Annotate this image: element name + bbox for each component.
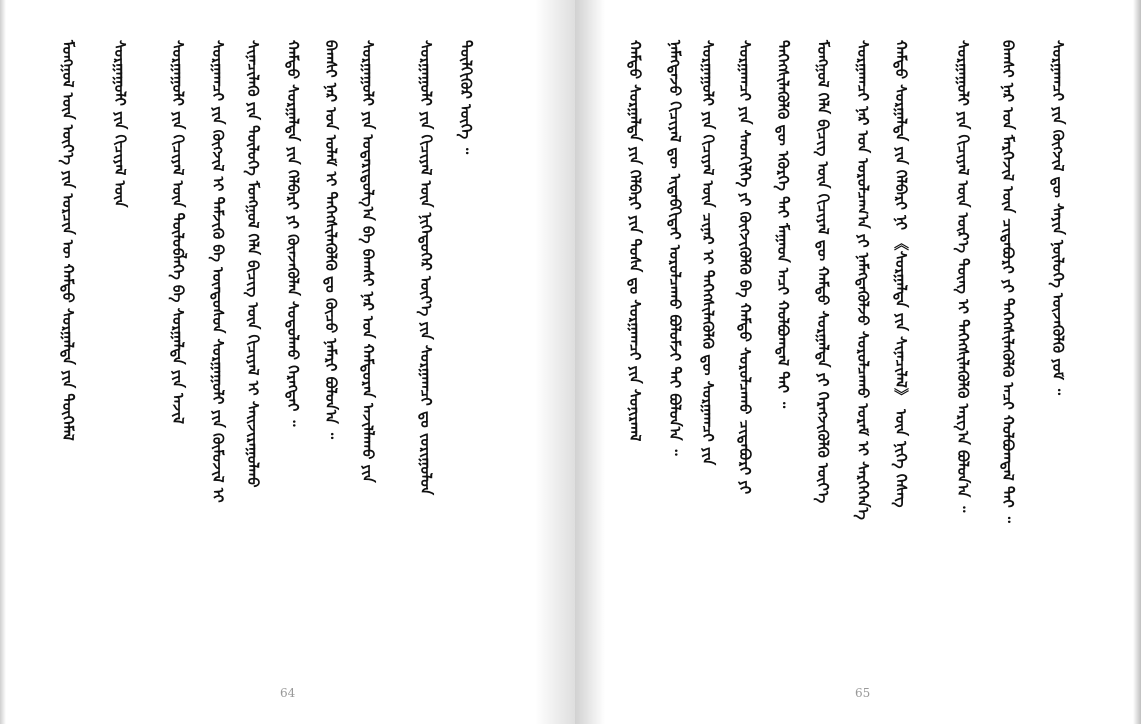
text-line: ᠰᠢᠨᠡᠴᠢᠯᠡᠬᠦ ᠶᠢᠨ ᠲᠥᠯᠥᠭᠡ ᠮᠣᠩᠭᠣᠯ ᠬᠡᠯᠡ ᠪᠢᠴᠢᠭ ᠦᠨ ᠬᠢᠴᠢᠶᠡᠯ ᠢ ᠰᠠᠢᠵᠢᠷᠠᠭᠤᠯᠬᠤ (244, 40, 262, 488)
text-line: ᠰᠤᠷᠭᠠᠭᠤᠯᠢ ᠶᠢᠨ ᠬᠢᠴᠢᠶᠡᠯ ᠦᠨ ᠦᠷ᠎ᠡ ᠳᠦᠩ ᠢ ᠳᠡᠭᠡᠭᠰᠢᠯᠡᠭᠦᠯᠬᠦ ᠠᠷᠭ᠎ᠠ ᠪᠣᠯᠤᠨ᠎ᠠ ᠃ (954, 40, 972, 513)
text-line: ᠬᠠᠮᠲᠤ ᠰᠤᠷᠭᠠᠯᠲᠠ ᠶᠢᠨ ᠬᠡᠯᠪᠡᠷᠢ ᠨᠢ 《ᠰᠤᠷᠭᠠᠯᠲᠠ ᠶᠢᠨ ᠰᠢᠨᠡᠴᠢᠯᠡᠯ》 ᠦᠨ ᠨᠢᠭᠡ ᠬᠡᠰᠡᠭ (892, 40, 910, 508)
text-line: ᠰᠤᠷᠭᠠᠭᠤᠯᠢ ᠶᠢᠨ ᠬᠢᠴᠢᠶᠡᠯ ᠦᠨ ᠴᠢᠨᠠᠷ ᠢ ᠳᠡᠭᠡᠭᠰᠢᠯᠡᠭᠦᠯᠬᠦ ᠳᠦ ᠰᠤᠷᠭᠠᠭᠴᠢ ᠶᠢᠨ (699, 40, 717, 466)
text-line: ᠰᠤᠷᠭᠠᠭᠤᠯᠢ ᠶᠢᠨ ᠬᠢᠴᠢᠶᠡᠯ ᠦᠨ ᠲᠥᠯᠥᠪᠯᠡᠭᠡ ᠪᠠ ᠰᠤᠷᠭᠠᠯᠲᠠ ᠶᠢᠨ ᠠᠵᠢᠯ (169, 40, 187, 425)
text-line: ᠰᠤᠷᠭᠠᠭᠴᠢ ᠶᠢᠨ ᠬᠥᠭᠵᠢᠯ ᠳᠦ ᠰᠠᠶᠢᠨ ᠨᠥᠯᠥᠭᠡ ᠦᠵᠡᠭᠦᠯᠬᠦ ᠶᠤᠮ ᠃ (1049, 40, 1067, 396)
text-line: ᠮᠣᠩᠭᠣᠯ ᠬᠡᠯᠡ ᠪᠢᠴᠢᠭ ᠦᠨ ᠬᠢᠴᠢᠶᠡᠯ ᠳᠦ ᠬᠠᠮᠲᠤ ᠰᠤᠷᠭᠠᠯᠲᠠ ᠶᠢ ᠬᠡᠷᠡᠭᠵᠢᠭᠦᠯᠬᠦ ᠦᠶ᠎ᠡ (814, 40, 832, 504)
text-line: ᠰᠤᠷᠭᠠᠭᠤᠯᠢ ᠶᠢᠨ ᠤᠳᠠᠷᠢᠳᠤᠯᠭ᠎ᠠ ᠪᠠ ᠪᠠᠭᠰᠢ ᠨᠠᠷ ᠤᠨ ᠬᠠᠮᠲᠤᠷᠠᠨ ᠠᠵᠢᠯᠯᠠᠬᠤ ᠶᠢᠨ (359, 40, 377, 483)
text-line: ᠰᠤᠷᠭᠠᠭᠴᠢ ᠶᠢᠨ ᠬᠥᠭᠵᠢᠯ ᠢ ᠳᠡᠮᠵᠢᠬᠦ ᠪᠠ ᠦᠨᠳᠦᠰᠦᠨ ᠰᠤᠷᠭᠠᠭᠤᠯᠢ ᠶᠢᠨ ᠬᠦᠮᠦᠵᠢᠯ ᠢ (209, 40, 227, 503)
left-gutter-shadow (535, 0, 575, 724)
right-page-edge (1133, 0, 1141, 724)
page-number: 65 (855, 686, 871, 700)
text-line: ᠪᠠᠭᠰᠢ ᠨᠠᠷ ᠤᠨ ᠮᠡᠷᠭᠡᠵᠢᠯ ᠦᠨ ᠴᠢᠳᠠᠪᠤᠷᠢ ᠶᠢ ᠳᠡᠭᠡᠭᠰᠢᠯᠡᠭᠦᠯᠬᠦ ᠠᠴᠢ ᠬᠣᠯᠪᠣᠭᠳᠠᠯ ᠲᠠᠢ ᠃ (999, 40, 1017, 523)
text-line: ᠰᠤᠷᠭᠠᠭᠴᠢ ᠶᠢᠨ ᠰᠡᠳᠬᠢᠯᠭᠡ ᠶᠢ ᠬᠥᠭᠵᠢᠭᠦᠯᠬᠦ ᠪᠠ ᠬᠠᠮᠲᠤ ᠰᠤᠷᠤᠯᠴᠠᠬᠤ ᠴᠢᠳᠠᠪᠤᠷᠢ ᠶᠢ (736, 40, 754, 495)
text-line: ᠬᠠᠮᠲᠤ ᠰᠤᠷᠭᠠᠯᠲᠠ ᠶᠢᠨ ᠬᠡᠯᠪᠡᠷᠢ ᠶᠢ ᠭᠦᠨᠵᠡᠭᠦᠯᠡᠨ ᠰᠤᠳᠤᠯᠬᠤ ᠬᠡᠷᠡᠭᠲᠡᠶ ᠃ (284, 40, 302, 427)
right-gutter-shadow (575, 0, 605, 724)
text-line: ᠪᠠᠭᠰᠢ ᠨᠠᠷ ᠤᠨ ᠤᠯᠠᠮ ᠢ ᠳᠡᠭᠡᠭᠰᠢᠯᠡᠭᠦᠯᠬᠦ ᠳᠤ ᠬᠦᠴᠦ ᠨᠡᠮᠡᠷᠢ ᠪᠣᠯᠤᠨ᠎ᠠ ᠃ (322, 40, 340, 439)
page-number: 64 (280, 686, 296, 700)
text-line: ᠬᠠᠮᠲᠤ ᠰᠤᠷᠭᠠᠯᠲᠠ ᠶᠢᠨ ᠬᠡᠯᠪᠡᠷᠢ ᠶᠢᠨ ᠲᠤᠰᠠ ᠳᠤ ᠰᠤᠷᠭᠠᠭᠴᠢ ᠶᠢᠨ ᠰᠣᠨᠢᠷᠬᠠᠯ (626, 40, 644, 442)
text-line: ᠨᠡᠮᠡᠭᠳᠡᠵᠦ ᠬᠢᠴᠢᠶᠡᠯ ᠳᠦ ᠢᠳᠡᠪᠬᠢᠲᠡᠢ ᠣᠷᠣᠯᠴᠠᠬᠤ ᠪᠣᠯᠣᠮᠵᠢ ᠲᠠᠢ ᠪᠣᠯᠤᠨ᠎ᠠ ᠃ (666, 40, 684, 456)
text-line: ᠰᠤᠷᠭᠠᠭᠤᠯᠢ ᠶᠢᠨ ᠬᠢᠴᠢᠶᠡᠯ ᠦᠨ (111, 40, 129, 208)
text-line: ᠲᠦᠯᠬᠢᠭᠦᠷ ᠦᠭᠡ ᠃ (457, 40, 475, 155)
text-line: ᠰᠤᠷᠭᠠᠭᠤᠯᠢ ᠶᠢᠨ ᠬᠢᠴᠢᠶᠡᠯ ᠦᠨ ᠨᠢᠭᠡᠳᠦᠭᠡᠷ ᠦᠶ᠎ᠡ ᠶᠢᠨ ᠰᠤᠷᠭᠠᠭᠴᠢ ᠳᠤ ᠵᠣᠷᠢᠭᠤᠯᠤᠨ (417, 40, 435, 496)
text-line: ᠮᠣᠩᠭᠣᠯ ᠦᠨ ᠦᠶ᠎ᠡ ᠶᠢᠨ ᠣᠷᠴᠢᠨ ᠦ ᠬᠠᠮᠲᠤ ᠰᠤᠷᠭᠠᠯᠲᠠ ᠶᠢᠨ ᠲᠦᠭᠡᠮᠡᠯ (59, 40, 77, 441)
left-page-edge (0, 0, 6, 724)
right-page (575, 0, 1141, 724)
text-line: ᠰᠤᠷᠭᠠᠭᠴᠢ ᠨᠠᠷ ᠤᠨ ᠣᠷᠣᠯᠴᠠᠭ᠎ᠠ ᠶᠢ ᠨᠡᠮᠡᠭᠳᠡᠭᠦᠯᠵᠦ ᠰᠤᠷᠤᠯᠴᠠᠬᠤ ᠤᠷᠠᠮ ᠢ ᠰᠡᠷᠭᠡᠭᠡᠨ᠎ᠡ (854, 40, 872, 520)
text-line: ᠳᠡᠭᠡᠭᠰᠢᠯᠡᠭᠦᠯᠬᠦ ᠳᠦ ᠡᠭᠦᠷᠭᠡ ᠲᠠᠢ ᠮᠠᠭᠠᠳ ᠠᠴᠢ ᠬᠣᠯᠪᠣᠭᠳᠠᠯ ᠲᠠᠢ ᠃ (774, 40, 792, 409)
